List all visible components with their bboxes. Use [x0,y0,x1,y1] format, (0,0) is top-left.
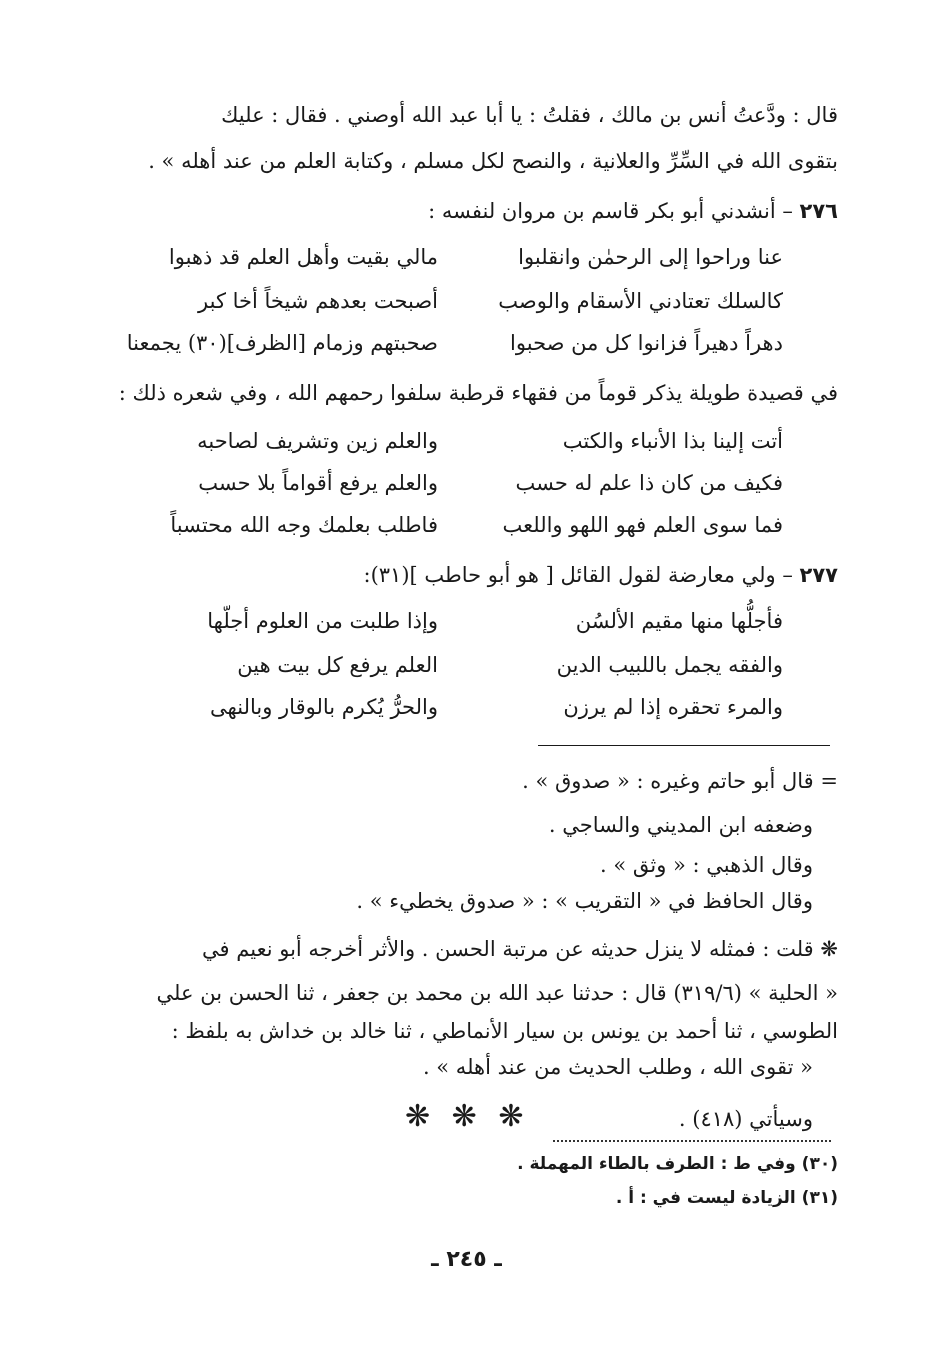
item-276-text: – أنشدني أبو بكر قاسم بن مروان لنفسه : [428,199,793,223]
intro-line-1: قال : ودَّعتُ أنس بن مالك ، فقلتُ : يا أبا عبد الله أوصني . فقال : عليك [221,103,838,127]
note-line-1: = قال أبو حاتم وغيره : « صدوق » . [522,769,838,793]
poem1-verse-3-second: دهراً دهيراً فزانوا كل من صحبوا [510,331,783,355]
poem3-verse-2-second: والفقه يجمل باللبيب الدين [556,653,783,677]
poem2-verse-1-first: والعلم زين وتشريف لصاحبه [197,429,438,453]
note-line-3: وقال الذهبي : « وثق » . [599,853,813,877]
poem1-verse-3-first: صحبتهم وزمام [الظرف](٣٠) يجمعنا [126,331,438,355]
poem3-verse-3-first: والحرُّ يُكرم بالوقار وبالنهى [210,695,438,719]
commentary-line-3: الطوسي ، ثنا أحمد بن يونس بن سيار الأنماطي ، ثنا خالد بن خداش به بلفظ : [171,1019,838,1043]
page-number: ـ ٢٤٥ ـ [431,1247,502,1272]
poem1-verse-1-first: مالي بقيت وأهل العلم قد ذهبوا [168,245,438,269]
commentary-line-4: « تقوى الله ، وطلب الحديث من عند أهله » . [422,1055,813,1079]
item-277-heading [135,560,838,590]
poem1-verse-2-first: أصبحت بعدهم شيخاً أخا كبر [198,289,438,313]
poem1-verse-2-second: كالسلك تعتادني الأسقام والوصب [498,289,783,313]
commentary-line-2: « الحلية » (٣١٩/٦) قال : حدثنا عبد الله بن محمد بن جعفر ، ثنا الحسن بن علي [156,981,838,1005]
see-also-reference: وسيأتي (٤١٨) . [678,1107,813,1131]
item-277-number: ٢٧٧ [799,563,838,587]
poem2-verse-2-first: والعلم يرفع أقواماً بلا حسب [198,471,438,495]
notes-separator-rule [538,745,830,746]
intro-line-2: بتقوى الله في السِّرِّ والعلانية ، والنصح لكل مسلم ، وكتابة العلم من عند أهله » . [148,149,838,173]
poem3-verse-3-second: والمرء تحقره إذا لم يرزن [563,695,783,719]
poem1-verse-1-second: عنا وراحوا إلى الرحمٰن وانقلبوا [518,245,783,269]
poem3-verse-2-first: العلم يرفع كل بيت هين [237,653,438,677]
item-277-text: – ولي معارضة لقول القائل [ هو أبو حاطب ](٣١): [363,563,793,587]
footnote-30: (٣٠) وفي ط : الطرف بالطاء المهملة . [517,1154,838,1174]
item-276-heading [135,196,838,226]
poem2-verse-3-first: فاطلب بعلمك وجه الله محتسباً [170,513,438,537]
poem2-verse-1-second: أتت إلينا بذا الأنباء والكتب [562,429,783,453]
footnote-31: (٣١) الزيادة ليست في : أ . [615,1188,838,1208]
poem2-verse-3-second: فما سوى العلم فهو اللهو واللعب [502,513,783,537]
commentary-line-1: ❋ قلت : فمثله لا ينزل حديثه عن مرتبة الحسن . والأثر أخرجه أبو نعيم في [202,937,838,961]
note-line-4: وقال الحافظ في « التقريب » : « صدوق يخطيء » . [356,889,813,913]
footnote-separator [553,1140,831,1142]
poem3-verse-1-first: وإذا طلبت من العلوم أجلّها [207,609,438,633]
intro2-line: في قصيدة طويلة يذكر قوماً من فقهاء قرطبة سلفوا رحمهم الله ، وفي شعره ذلك : [118,381,838,405]
note-line-2: وضعفه ابن المديني والساجي . [548,813,813,837]
poem3-verse-1-second: فأجلُّها منها مقيم الألسُن [575,609,783,633]
section-end-stars: ❋ ❋ ❋ [405,1099,530,1134]
poem2-verse-2-second: فكيف من كان ذا علم له حسب [515,471,783,495]
item-276-number: ٢٧٦ [799,199,838,223]
